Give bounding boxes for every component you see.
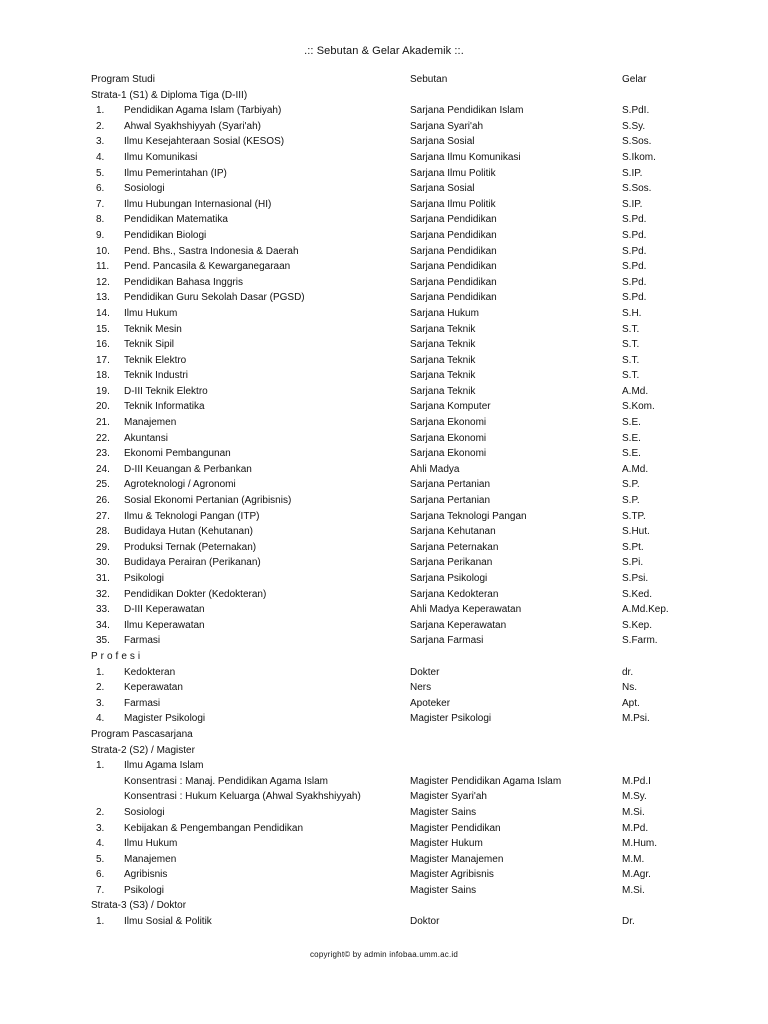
sebutan-cell: Sarjana Psikologi bbox=[410, 573, 488, 584]
table-row bbox=[0, 384, 768, 400]
program-studi-cell: D-III Teknik Elektro bbox=[124, 385, 208, 397]
program-studi-cell: Budidaya Hutan (Kehutanan) bbox=[124, 526, 253, 538]
row-number: 18. bbox=[96, 370, 110, 382]
sebutan-cell: Sarjana Komputer bbox=[410, 401, 491, 413]
gelar-cell: S.Pd. bbox=[622, 245, 647, 257]
table-row bbox=[0, 524, 768, 540]
sebutan-cell: Magister Manajemen bbox=[410, 853, 504, 865]
gelar-cell: M.Hum. bbox=[622, 838, 657, 850]
row-number: 1. bbox=[96, 666, 105, 678]
sebutan-cell: Sarjana Pendidikan bbox=[410, 214, 497, 226]
row-number: 9. bbox=[96, 229, 105, 241]
gelar-cell: S.IP. bbox=[622, 198, 643, 210]
sebutan-cell: Sarjana Ilmu Komunikasi bbox=[410, 151, 521, 163]
sebutan-cell: Sarjana Kedokteran bbox=[410, 588, 499, 600]
program-studi-cell: Akuntansi bbox=[124, 432, 168, 444]
gelar-cell: A.Md.Kep. bbox=[622, 604, 669, 616]
row-number: 2. bbox=[96, 682, 105, 694]
sebutan-cell: Apoteker bbox=[410, 697, 451, 709]
table-row bbox=[0, 680, 768, 696]
program-studi-cell: Budidaya Perairan (Perikanan) bbox=[124, 557, 261, 569]
sebutan-cell: Magister Sains bbox=[410, 806, 477, 818]
gelar-cell: A.Md. bbox=[622, 463, 649, 475]
sebutan-cell: Sarjana Ekonomi bbox=[410, 432, 487, 444]
row-number: 2. bbox=[96, 806, 105, 818]
program-studi-cell: D-III Keuangan & Perbankan bbox=[124, 463, 252, 475]
row-number: 16. bbox=[96, 339, 110, 351]
sebutan-cell: Doktor bbox=[410, 916, 440, 928]
program-studi-cell: Pendidikan Dokter (Kedokteran) bbox=[124, 588, 267, 600]
gelar-cell: S.Pd. bbox=[622, 276, 647, 288]
program-studi-cell: Ilmu Keperawatan bbox=[124, 619, 205, 631]
sebutan-cell: Sarjana Pendidikan bbox=[410, 245, 497, 257]
row-number: 25. bbox=[96, 479, 110, 491]
row-number: 20. bbox=[96, 401, 110, 413]
gelar-cell: S.E. bbox=[622, 417, 641, 429]
program-studi-cell: Ilmu Agama Islam bbox=[124, 760, 204, 772]
program-studi-cell: Psikologi bbox=[124, 573, 165, 584]
gelar-cell: S.Sos. bbox=[622, 183, 652, 195]
section-heading-row bbox=[0, 898, 768, 914]
program-studi-cell: Teknik Mesin bbox=[124, 323, 182, 335]
program-studi-cell: Teknik Sipil bbox=[124, 339, 175, 351]
row-number: 8. bbox=[96, 214, 105, 226]
sebutan-cell: Sarjana Ilmu Politik bbox=[410, 198, 496, 210]
section-heading: Strata-2 (S2) / Magister bbox=[91, 744, 195, 756]
gelar-cell: M.Agr. bbox=[622, 869, 651, 881]
gelar-cell: S.T. bbox=[622, 323, 640, 335]
sebutan-cell: Sarjana Teknik bbox=[410, 385, 476, 397]
program-studi-cell: Ilmu Pemerintahan (IP) bbox=[124, 167, 227, 179]
sebutan-cell: Sarjana Teknik bbox=[410, 354, 476, 366]
row-number: 3. bbox=[96, 822, 105, 834]
table-row bbox=[0, 306, 768, 322]
table-row bbox=[0, 633, 768, 649]
section-heading-row bbox=[0, 88, 768, 104]
gelar-cell: S.Kep. bbox=[622, 619, 653, 631]
sebutan-cell: Ahli Madya Keperawatan bbox=[410, 604, 522, 616]
row-number: 4. bbox=[96, 151, 105, 163]
table-row bbox=[0, 353, 768, 369]
table-row bbox=[0, 555, 768, 571]
row-number: 3. bbox=[96, 136, 105, 148]
table-row bbox=[0, 103, 768, 119]
table-row bbox=[0, 322, 768, 338]
gelar-cell: S.Ikom. bbox=[622, 151, 656, 163]
table-row bbox=[0, 587, 768, 603]
sebutan-cell: Sarjana Teknologi Pangan bbox=[410, 510, 527, 522]
row-number: 5. bbox=[96, 167, 105, 179]
table-row bbox=[0, 571, 768, 587]
table-row bbox=[0, 431, 768, 447]
row-number: 32. bbox=[96, 588, 110, 600]
section-heading: Profesi bbox=[91, 650, 144, 662]
gelar-cell: M.Pd. bbox=[622, 822, 649, 834]
program-studi-cell: Kebijakan & Pengembangan Pendidikan bbox=[124, 822, 304, 834]
table-row bbox=[0, 665, 768, 681]
sebutan-cell: Sarjana Teknik bbox=[410, 339, 476, 351]
program-studi-cell: D-III Keperawatan bbox=[124, 604, 205, 616]
program-studi-cell: Sosiologi bbox=[124, 806, 165, 818]
table-row bbox=[0, 228, 768, 244]
program-studi-cell: Farmasi bbox=[124, 635, 161, 647]
program-studi-cell: Sosial Ekonomi Pertanian (Agribisnis) bbox=[124, 495, 292, 507]
gelar-cell: S.T. bbox=[622, 354, 640, 366]
program-studi-cell: Sosiologi bbox=[124, 183, 165, 195]
row-number: 2. bbox=[96, 120, 105, 132]
sebutan-cell: Sarjana Teknik bbox=[410, 370, 476, 382]
section-heading: Strata-1 (S1) & Diploma Tiga (D-III) bbox=[91, 89, 248, 101]
program-studi-cell: Agribisnis bbox=[124, 869, 168, 881]
sebutan-cell: Sarjana Teknik bbox=[410, 323, 476, 335]
table-row bbox=[0, 602, 768, 618]
program-studi-cell: Keperawatan bbox=[124, 682, 183, 694]
gelar-cell: S.TP. bbox=[622, 510, 646, 522]
table-row bbox=[0, 540, 768, 556]
gelar-cell: Dr. bbox=[622, 916, 635, 928]
gelar-cell: S.Sy. bbox=[622, 120, 646, 132]
program-studi-cell: Pend. Pancasila & Kewarganegaraan bbox=[124, 261, 291, 273]
program-studi-cell: Ilmu Kesejahteraan Sosial (KESOS) bbox=[124, 136, 285, 148]
program-studi-cell: Pendidikan Agama Islam (Tarbiyah) bbox=[124, 105, 282, 117]
program-studi-cell: Ilmu Hukum bbox=[124, 307, 178, 319]
sebutan-cell: Magister Pendidikan bbox=[410, 822, 501, 834]
gelar-cell: S.E. bbox=[622, 448, 641, 460]
table-row bbox=[0, 259, 768, 275]
program-studi-cell: Ekonomi Pembangunan bbox=[124, 448, 231, 460]
program-studi-cell: Pend. Bhs., Sastra Indonesia & Daerah bbox=[124, 245, 299, 257]
gelar-cell: S.Pd. bbox=[622, 261, 647, 273]
gelar-cell: S.Kom. bbox=[622, 401, 655, 413]
table-row bbox=[0, 758, 768, 774]
gelar-cell: A.Md. bbox=[622, 385, 649, 397]
section-heading: Program Pascasarjana bbox=[91, 728, 193, 740]
table-row bbox=[0, 197, 768, 213]
table-row bbox=[0, 789, 768, 805]
sebutan-cell: Sarjana Farmasi bbox=[410, 635, 484, 647]
table-row bbox=[0, 166, 768, 182]
gelar-cell: M.Psi. bbox=[622, 713, 650, 725]
sebutan-cell: Magister Psikologi bbox=[410, 713, 492, 725]
gelar-cell: Ns. bbox=[622, 682, 637, 694]
program-studi-cell: Pendidikan Bahasa Inggris bbox=[124, 276, 243, 288]
program-studi-cell: Produksi Ternak (Peternakan) bbox=[124, 541, 257, 553]
program-studi-cell: Ahwal Syakhshiyyah (Syari'ah) bbox=[124, 120, 261, 132]
gelar-cell: S.H. bbox=[622, 307, 642, 319]
header-sebutan: Sebutan bbox=[410, 74, 448, 85]
sebutan-cell: Magister Syari'ah bbox=[410, 791, 487, 803]
row-number: 22. bbox=[96, 432, 110, 444]
sebutan-cell: Sarjana Keperawatan bbox=[410, 619, 507, 631]
table-row bbox=[0, 290, 768, 306]
section-heading-row bbox=[0, 743, 768, 759]
sebutan-cell: Dokter bbox=[410, 666, 440, 678]
table-row bbox=[0, 134, 768, 150]
row-number: 35. bbox=[96, 635, 110, 647]
row-number: 7. bbox=[96, 198, 105, 210]
program-studi-cell: Konsentrasi : Manaj. Pendidikan Agama Islam bbox=[124, 775, 328, 787]
sebutan-cell: Ahli Madya bbox=[410, 463, 460, 475]
program-studi-cell: Teknik Informatika bbox=[124, 401, 205, 413]
sebutan-cell: Sarjana Pendidikan Islam bbox=[410, 105, 524, 117]
program-studi-cell: Pendidikan Guru Sekolah Dasar (PGSD) bbox=[124, 292, 305, 304]
program-studi-cell: Konsentrasi : Hukum Keluarga (Ahwal Syakhshiyyah) bbox=[124, 791, 361, 803]
table-row bbox=[0, 852, 768, 868]
table-row bbox=[0, 462, 768, 478]
sebutan-cell: Sarjana Pendidikan bbox=[410, 229, 497, 241]
row-number: 33. bbox=[96, 604, 110, 616]
sebutan-cell: Sarjana Ilmu Politik bbox=[410, 167, 496, 179]
program-studi-cell: Magister Psikologi bbox=[124, 713, 206, 725]
gelar-cell: S.E. bbox=[622, 432, 641, 444]
table-row bbox=[0, 212, 768, 228]
row-number: 31. bbox=[96, 573, 110, 584]
table-row bbox=[0, 446, 768, 462]
table-header-row bbox=[0, 72, 768, 88]
gelar-cell: S.Ked. bbox=[622, 588, 653, 600]
row-number: 29. bbox=[96, 541, 110, 553]
table-row bbox=[0, 821, 768, 837]
row-number: 30. bbox=[96, 557, 110, 569]
gelar-cell: S.Pd. bbox=[622, 229, 647, 241]
row-number: 17. bbox=[96, 354, 110, 366]
sebutan-cell: Sarjana Pertanian bbox=[410, 495, 491, 507]
row-number: 19. bbox=[96, 385, 110, 397]
sebutan-cell: Sarjana Pendidikan bbox=[410, 276, 497, 288]
sebutan-cell: Magister Hukum bbox=[410, 838, 483, 850]
row-number: 3. bbox=[96, 697, 105, 709]
row-number: 6. bbox=[96, 869, 105, 881]
row-number: 12. bbox=[96, 276, 110, 288]
gelar-cell: S.Pt. bbox=[622, 541, 644, 553]
row-number: 7. bbox=[96, 884, 105, 896]
gelar-cell: S.PdI. bbox=[622, 105, 650, 117]
row-number: 1. bbox=[96, 760, 105, 772]
program-studi-cell: Ilmu Komunikasi bbox=[124, 151, 198, 163]
program-studi-cell: Manajemen bbox=[124, 417, 177, 429]
row-number: 28. bbox=[96, 526, 110, 538]
gelar-cell: S.Hut. bbox=[622, 526, 650, 538]
row-number: 34. bbox=[96, 619, 110, 631]
gelar-cell: S.T. bbox=[622, 339, 640, 351]
table-row bbox=[0, 914, 768, 930]
gelar-cell: S.Pd. bbox=[622, 292, 647, 304]
row-number: 13. bbox=[96, 292, 110, 304]
program-studi-cell: Agroteknologi / Agronomi bbox=[124, 479, 236, 491]
row-number: 11. bbox=[96, 261, 110, 273]
gelar-cell: M.M. bbox=[622, 853, 645, 865]
gelar-cell: S.Pd. bbox=[622, 214, 647, 226]
program-studi-cell: Teknik Industri bbox=[124, 370, 188, 382]
table-row bbox=[0, 477, 768, 493]
program-studi-cell: Ilmu Sosial & Politik bbox=[124, 916, 212, 928]
row-number: 14. bbox=[96, 307, 110, 319]
sebutan-cell: Sarjana Peternakan bbox=[410, 541, 499, 553]
row-number: 21. bbox=[96, 417, 110, 429]
gelar-cell: M.Pd.I bbox=[622, 775, 651, 787]
gelar-cell: dr. bbox=[622, 666, 634, 678]
table-row bbox=[0, 711, 768, 727]
row-number: 26. bbox=[96, 495, 110, 507]
sebutan-cell: Sarjana Sosial bbox=[410, 136, 475, 148]
section-heading-row bbox=[0, 649, 768, 665]
program-studi-cell: Teknik Elektro bbox=[124, 354, 187, 366]
table-row bbox=[0, 696, 768, 712]
table-row bbox=[0, 119, 768, 135]
program-studi-cell: Ilmu & Teknologi Pangan (ITP) bbox=[124, 510, 260, 522]
gelar-cell: M.Si. bbox=[622, 806, 645, 818]
table-row bbox=[0, 493, 768, 509]
row-number: 6. bbox=[96, 183, 105, 195]
table-row bbox=[0, 181, 768, 197]
sebutan-cell: Magister Sains bbox=[410, 884, 477, 896]
sebutan-cell: Magister Pendidikan Agama Islam bbox=[410, 775, 562, 787]
sebutan-cell: Sarjana Pendidikan bbox=[410, 292, 497, 304]
sebutan-cell: Sarjana Pertanian bbox=[410, 479, 491, 491]
row-number: 10. bbox=[96, 245, 110, 257]
gelar-cell: S.Psi. bbox=[622, 573, 649, 584]
table-row bbox=[0, 509, 768, 525]
table-row bbox=[0, 399, 768, 415]
table-row bbox=[0, 805, 768, 821]
sebutan-cell: Sarjana Hukum bbox=[410, 307, 479, 319]
page-title: .:: Sebutan & Gelar Akademik ::. bbox=[304, 45, 464, 57]
gelar-cell: M.Sy. bbox=[622, 791, 647, 803]
table-row bbox=[0, 337, 768, 353]
section-heading: Strata-3 (S3) / Doktor bbox=[91, 900, 187, 912]
program-studi-cell: Ilmu Hukum bbox=[124, 838, 178, 850]
sebutan-cell: Sarjana Ekonomi bbox=[410, 448, 487, 460]
row-number: 27. bbox=[96, 510, 110, 522]
gelar-cell: S.Sos. bbox=[622, 136, 652, 148]
row-number: 5. bbox=[96, 853, 105, 865]
sebutan-cell: Ners bbox=[410, 682, 432, 694]
program-studi-cell: Ilmu Hubungan Internasional (HI) bbox=[124, 198, 272, 210]
sebutan-cell: Sarjana Kehutanan bbox=[410, 526, 496, 538]
row-number: 23. bbox=[96, 448, 110, 460]
program-studi-cell: Farmasi bbox=[124, 697, 161, 709]
gelar-cell: S.T. bbox=[622, 370, 640, 382]
gelar-cell: S.P. bbox=[622, 495, 640, 507]
table-row bbox=[0, 618, 768, 634]
program-studi-cell: Pendidikan Biologi bbox=[124, 229, 207, 241]
program-studi-cell: Kedokteran bbox=[124, 666, 176, 678]
table-row bbox=[0, 244, 768, 260]
table-row bbox=[0, 836, 768, 852]
gelar-cell: S.IP. bbox=[622, 167, 643, 179]
section-heading-row bbox=[0, 727, 768, 743]
program-studi-cell: Psikologi bbox=[124, 884, 165, 896]
sebutan-cell: Sarjana Syari'ah bbox=[410, 120, 484, 132]
row-number: 1. bbox=[96, 105, 105, 117]
sebutan-cell: Sarjana Sosial bbox=[410, 183, 475, 195]
row-number: 15. bbox=[96, 323, 110, 335]
gelar-cell: Apt. bbox=[622, 697, 640, 709]
table-row bbox=[0, 867, 768, 883]
table-row bbox=[0, 150, 768, 166]
gelar-cell: S.Pi. bbox=[622, 557, 644, 569]
copyright-footer: copyright© by admin infobaa.umm.ac.id bbox=[309, 950, 459, 959]
row-number: 4. bbox=[96, 838, 105, 850]
table-row bbox=[0, 415, 768, 431]
program-studi-cell: Manajemen bbox=[124, 853, 177, 865]
program-studi-cell: Pendidikan Matematika bbox=[124, 214, 228, 226]
gelar-cell: S.P. bbox=[622, 479, 640, 491]
table-row bbox=[0, 774, 768, 790]
gelar-cell: S.Farm. bbox=[622, 635, 658, 647]
table-row bbox=[0, 368, 768, 384]
row-number: 1. bbox=[96, 916, 105, 928]
sebutan-cell: Magister Agribisnis bbox=[410, 869, 494, 881]
sebutan-cell: Sarjana Ekonomi bbox=[410, 417, 487, 429]
header-program-studi: Program Studi bbox=[91, 74, 155, 85]
row-number: 4. bbox=[96, 713, 105, 725]
sebutan-cell: Sarjana Pendidikan bbox=[410, 261, 497, 273]
gelar-cell: M.Si. bbox=[622, 884, 645, 896]
degree-table bbox=[0, 72, 768, 930]
row-number: 24. bbox=[96, 463, 110, 475]
header-gelar: Gelar bbox=[622, 74, 647, 85]
table-row bbox=[0, 275, 768, 291]
sebutan-cell: Sarjana Perikanan bbox=[410, 557, 493, 569]
table-row bbox=[0, 883, 768, 899]
